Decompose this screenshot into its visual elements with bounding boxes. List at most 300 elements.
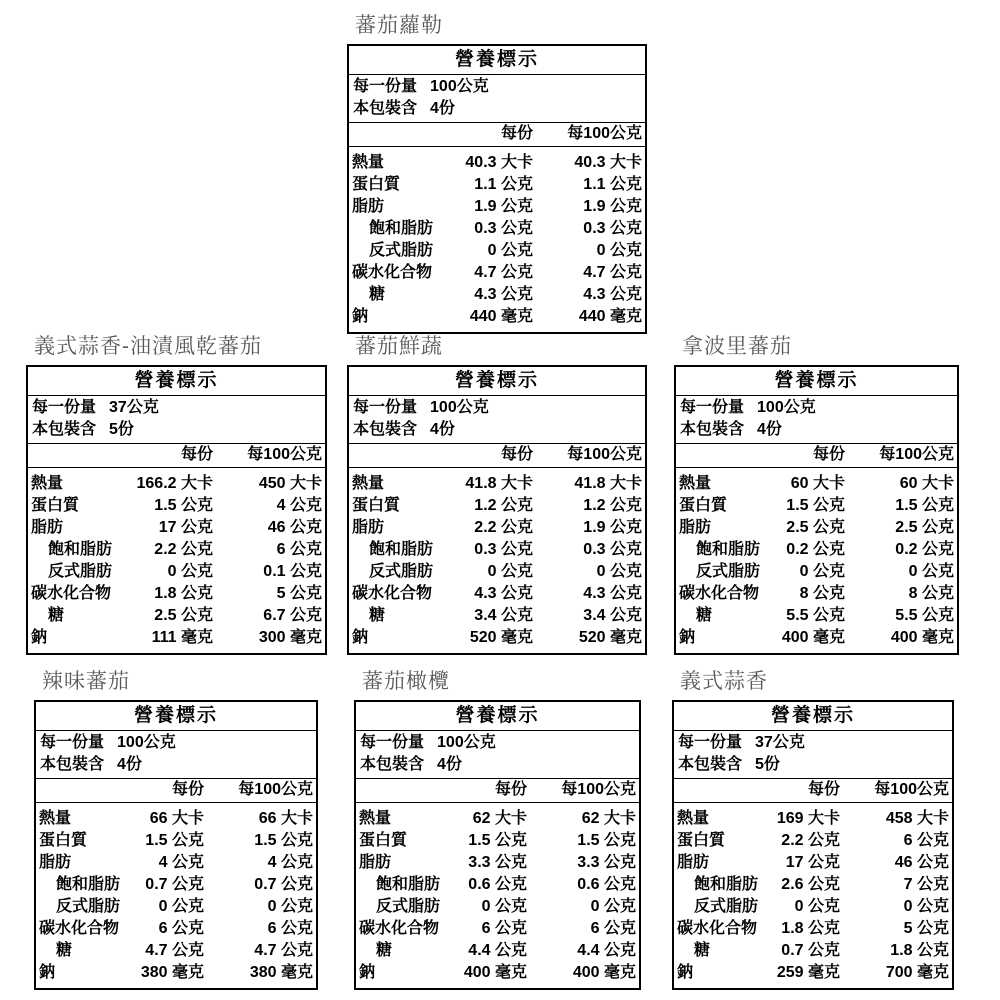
nutrient-name: 碳水化合物 (677, 920, 758, 937)
per-serving-value: 0 公克 (158, 898, 204, 915)
nutrient-name: 碳水化合物 (352, 585, 433, 602)
nutrient-row (674, 874, 952, 896)
nutrition-label-card (26, 336, 327, 655)
per-serving-value: 0.6 公克 (468, 876, 527, 893)
nutrient-row (36, 852, 316, 874)
nutrient-row (28, 627, 325, 649)
nutrient-name: 鈉 (679, 629, 696, 646)
product-title: 蕃茄鮮蔬 (355, 335, 443, 358)
col-per-serving-header: 每份 (500, 125, 533, 142)
nutrient-name: 碳水化合物 (352, 264, 433, 281)
per-100g-value: 3.3 公克 (577, 854, 636, 871)
per-serving-value: 17 公克 (158, 519, 213, 536)
column-header-spacer (356, 779, 446, 801)
nutrient-row (674, 962, 952, 984)
per-100g-value: 6 公克 (903, 832, 949, 849)
column-header-row (36, 779, 316, 803)
nutrient-name: 反式脂肪 (376, 898, 441, 915)
nutrition-label-card (674, 336, 959, 655)
nutrient-name: 碳水化合物 (39, 920, 120, 937)
per-serving-value: 2.5 公克 (786, 519, 845, 536)
per-serving-value: 2.2 公克 (781, 832, 840, 849)
product-title: 義式蒜香 (680, 670, 768, 693)
per-100g-value: 4.4 公克 (577, 942, 636, 959)
per-serving-value: 62 大卡 (472, 810, 527, 827)
per-100g-value: 6 公克 (267, 920, 313, 937)
serving-size-label: 每一份量 (40, 734, 105, 751)
nutrient-rows (36, 803, 316, 988)
nutrient-name: 飽和脂肪 (369, 541, 434, 558)
nutrient-rows (349, 147, 645, 332)
per-100g-value: 4.7 公克 (254, 942, 313, 959)
per-serving-value: 1.1 公克 (474, 176, 533, 193)
nutrient-name: 鈉 (31, 629, 48, 646)
per-serving-value: 1.5 公克 (154, 497, 213, 514)
nutrient-name: 脂肪 (352, 198, 385, 215)
col-per-serving-header: 每份 (807, 781, 840, 798)
nutrition-table (347, 365, 647, 655)
column-header-row (349, 444, 645, 468)
per-serving-value: 6 公克 (158, 920, 204, 937)
per-100g-value: 450 大卡 (258, 475, 322, 492)
column-header-spacer (349, 123, 439, 145)
package-count-row (32, 419, 321, 441)
nutrient-name: 飽和脂肪 (56, 876, 121, 893)
per-serving-value: 400 毫克 (463, 964, 527, 981)
per-serving-value: 40.3 大卡 (465, 154, 533, 171)
nutrient-row (28, 495, 325, 517)
package-count-label: 本包裝含 (678, 756, 743, 773)
per-100g-value: 5.5 公克 (895, 607, 954, 624)
nutrient-name: 脂肪 (677, 854, 710, 871)
per-100g-value: 520 毫克 (578, 629, 642, 646)
column-header-row (28, 444, 325, 468)
nutrient-name: 碳水化合物 (679, 585, 760, 602)
per-100g-value: 62 大卡 (581, 810, 636, 827)
per-serving-value: 3.3 公克 (468, 854, 527, 871)
nutrient-name: 反式脂肪 (48, 563, 113, 580)
nutrient-name: 脂肪 (39, 854, 72, 871)
nutrient-name: 蛋白質 (39, 832, 88, 849)
nutrient-rows (676, 468, 957, 653)
col-per-100g-header: 每100公克 (879, 446, 954, 463)
nutrition-label-card (354, 671, 641, 990)
per-serving-value: 1.9 公克 (474, 198, 533, 215)
nutrient-name: 糖 (376, 942, 393, 959)
per-100g-value: 440 毫克 (578, 308, 642, 325)
nutrient-row (349, 539, 645, 561)
per-serving-value: 0 公克 (799, 563, 845, 580)
nutrient-row (674, 852, 952, 874)
serving-size-label: 每一份量 (680, 399, 745, 416)
serving-size-row (32, 397, 321, 419)
nutrient-row (349, 627, 645, 649)
serving-size-row (40, 732, 312, 754)
package-count-label: 本包裝含 (680, 421, 745, 438)
col-per-100g-header: 每100公克 (247, 446, 322, 463)
nutrient-name: 反式脂肪 (369, 242, 434, 259)
serving-info (676, 396, 957, 444)
nutrient-row (349, 174, 645, 196)
col-per-100g-header: 每100公克 (567, 446, 642, 463)
table-header: 營養標示 (349, 46, 645, 75)
per-100g-value: 1.5 公克 (254, 832, 313, 849)
package-count-value: 5份 (755, 756, 780, 773)
per-serving-value: 4.3 公克 (474, 585, 533, 602)
package-count-label: 本包裝含 (360, 756, 425, 773)
nutrient-name: 鈉 (39, 964, 56, 981)
nutrient-row (349, 605, 645, 627)
serving-size-value: 100公克 (430, 78, 489, 95)
nutrient-name: 飽和脂肪 (48, 541, 113, 558)
column-header-spacer (36, 779, 126, 801)
nutrient-row (36, 808, 316, 830)
nutrient-name: 熱量 (677, 810, 710, 827)
nutrient-row (28, 605, 325, 627)
per-100g-value: 46 公克 (267, 519, 322, 536)
nutrient-name: 蛋白質 (679, 497, 728, 514)
per-serving-value: 520 毫克 (469, 629, 533, 646)
nutrient-name: 蛋白質 (352, 497, 401, 514)
nutrient-row (28, 517, 325, 539)
nutrient-row (36, 874, 316, 896)
package-count-value: 4份 (430, 100, 455, 117)
nutrient-name: 脂肪 (679, 519, 712, 536)
per-100g-value: 4 公克 (267, 854, 313, 871)
nutrient-row (36, 918, 316, 940)
per-serving-value: 380 毫克 (140, 964, 204, 981)
nutrient-row (676, 583, 957, 605)
col-per-serving-header: 每份 (812, 446, 845, 463)
nutrient-name: 反式脂肪 (694, 898, 759, 915)
nutrient-row (676, 495, 957, 517)
serving-size-value: 100公克 (117, 734, 176, 751)
per-100g-value: 0.6 公克 (577, 876, 636, 893)
per-serving-value: 0.2 公克 (786, 541, 845, 558)
column-header-spacer (349, 444, 439, 466)
nutrient-name: 反式脂肪 (56, 898, 121, 915)
per-100g-value: 6.7 公克 (263, 607, 322, 624)
nutrient-row (356, 874, 639, 896)
per-serving-value: 0.3 公克 (474, 541, 533, 558)
per-100g-value: 4.3 公克 (583, 286, 642, 303)
nutrient-name: 糖 (56, 942, 73, 959)
serving-size-row (360, 732, 635, 754)
per-100g-value: 0 公克 (908, 563, 954, 580)
nutrient-row (356, 940, 639, 962)
serving-size-label: 每一份量 (353, 78, 418, 95)
nutrient-row (356, 852, 639, 874)
nutrient-row (356, 896, 639, 918)
col-per-serving-header: 每份 (494, 781, 527, 798)
nutrient-name: 熱量 (359, 810, 392, 827)
per-100g-value: 4.3 公克 (583, 585, 642, 602)
per-serving-value: 440 毫克 (469, 308, 533, 325)
nutrient-row (36, 830, 316, 852)
package-count-row (360, 754, 635, 776)
per-serving-value: 4.7 公克 (474, 264, 533, 281)
nutrient-name: 熱量 (352, 475, 385, 492)
nutrient-row (674, 940, 952, 962)
nutrient-name: 飽和脂肪 (369, 220, 434, 237)
serving-size-row (678, 732, 948, 754)
nutrient-row (674, 896, 952, 918)
per-100g-value: 1.1 公克 (583, 176, 642, 193)
nutrient-name: 蛋白質 (352, 176, 401, 193)
col-per-serving-header: 每份 (180, 446, 213, 463)
serving-size-label: 每一份量 (678, 734, 743, 751)
serving-size-label: 每一份量 (360, 734, 425, 751)
per-serving-value: 1.5 公克 (468, 832, 527, 849)
nutrition-table (347, 44, 647, 334)
package-count-label: 本包裝含 (353, 100, 418, 117)
per-serving-value: 169 大卡 (776, 810, 840, 827)
package-count-label: 本包裝含 (40, 756, 105, 773)
per-serving-value: 0 公克 (167, 563, 213, 580)
nutrient-name: 鈉 (352, 308, 369, 325)
nutrient-rows (28, 468, 325, 653)
per-100g-value: 0 公克 (596, 563, 642, 580)
per-serving-value: 400 毫克 (781, 629, 845, 646)
col-per-100g-header: 每100公克 (567, 125, 642, 142)
per-serving-value: 66 大卡 (149, 810, 204, 827)
table-header: 營養標示 (36, 702, 316, 731)
product-title: 蕃茄蘿勒 (355, 14, 443, 37)
per-serving-value: 2.5 公克 (154, 607, 213, 624)
package-count-row (678, 754, 948, 776)
nutrient-row (349, 306, 645, 328)
per-serving-value: 60 大卡 (790, 475, 845, 492)
nutrient-name: 糖 (369, 607, 386, 624)
nutrient-row (676, 539, 957, 561)
nutrition-table (674, 365, 959, 655)
per-100g-value: 46 公克 (894, 854, 949, 871)
nutrient-row (356, 918, 639, 940)
nutrient-row (356, 830, 639, 852)
per-serving-value: 111 毫克 (151, 629, 213, 646)
table-header: 營養標示 (28, 367, 325, 396)
serving-info (36, 731, 316, 779)
per-100g-value: 0.3 公克 (583, 220, 642, 237)
nutrient-name: 蛋白質 (31, 497, 80, 514)
package-count-value: 4份 (757, 421, 782, 438)
per-serving-value: 1.5 公克 (786, 497, 845, 514)
package-count-row (353, 98, 641, 120)
serving-size-label: 每一份量 (32, 399, 97, 416)
per-100g-value: 0.2 公克 (895, 541, 954, 558)
product-title: 義式蒜香-油漬風乾蕃茄 (34, 335, 262, 358)
per-100g-value: 6 公克 (590, 920, 636, 937)
table-header: 營養標示 (674, 702, 952, 731)
nutrient-name: 碳水化合物 (31, 585, 112, 602)
per-100g-value: 700 毫克 (885, 964, 949, 981)
per-serving-value: 1.8 公克 (154, 585, 213, 602)
nutrient-name: 飽和脂肪 (696, 541, 761, 558)
package-count-label: 本包裝含 (32, 421, 97, 438)
nutrient-row (676, 517, 957, 539)
nutrient-row (36, 940, 316, 962)
per-100g-value: 0.1 公克 (263, 563, 322, 580)
nutrient-row (36, 962, 316, 984)
per-100g-value: 0 公克 (596, 242, 642, 259)
per-100g-value: 400 毫克 (572, 964, 636, 981)
serving-info (674, 731, 952, 779)
nutrient-name: 飽和脂肪 (376, 876, 441, 893)
serving-size-row (353, 397, 641, 419)
per-100g-value: 1.5 公克 (577, 832, 636, 849)
per-100g-value: 400 毫克 (890, 629, 954, 646)
nutrient-rows (349, 468, 645, 653)
per-serving-value: 41.8 大卡 (465, 475, 533, 492)
per-serving-value: 3.4 公克 (474, 607, 533, 624)
per-serving-value: 1.2 公克 (474, 497, 533, 514)
package-count-row (40, 754, 312, 776)
per-100g-value: 1.9 公克 (583, 519, 642, 536)
per-100g-value: 1.8 公克 (890, 942, 949, 959)
nutrient-row (349, 583, 645, 605)
package-count-value: 4份 (430, 421, 455, 438)
serving-size-value: 100公克 (430, 399, 489, 416)
nutrition-label-card (34, 671, 318, 990)
serving-size-row (353, 76, 641, 98)
serving-info (28, 396, 325, 444)
nutrient-name: 糖 (696, 607, 713, 624)
column-header-spacer (28, 444, 118, 466)
serving-info (349, 75, 645, 123)
nutrient-name: 飽和脂肪 (694, 876, 759, 893)
per-100g-value: 458 大卡 (885, 810, 949, 827)
nutrient-row (349, 262, 645, 284)
per-serving-value: 0 公克 (487, 563, 533, 580)
nutrient-row (349, 517, 645, 539)
package-count-value: 4份 (117, 756, 142, 773)
nutrient-name: 糖 (694, 942, 711, 959)
per-serving-value: 0.7 公克 (781, 942, 840, 959)
per-serving-value: 0 公克 (487, 242, 533, 259)
column-header-row (674, 779, 952, 803)
table-header: 營養標示 (676, 367, 957, 396)
nutrient-name: 反式脂肪 (696, 563, 761, 580)
serving-info (349, 396, 645, 444)
per-100g-value: 5 公克 (276, 585, 322, 602)
package-count-row (353, 419, 641, 441)
col-per-100g-header: 每100公克 (238, 781, 313, 798)
per-serving-value: 1.5 公克 (145, 832, 204, 849)
column-header-spacer (676, 444, 766, 466)
package-count-label: 本包裝含 (353, 421, 418, 438)
nutrient-row (349, 473, 645, 495)
per-serving-value: 8 公克 (799, 585, 845, 602)
nutrient-name: 鈉 (359, 964, 376, 981)
serving-size-label: 每一份量 (353, 399, 418, 416)
nutrient-name: 鈉 (677, 964, 694, 981)
per-serving-value: 4.3 公克 (474, 286, 533, 303)
per-serving-value: 0 公克 (481, 898, 527, 915)
package-count-row (680, 419, 953, 441)
nutrient-row (349, 196, 645, 218)
nutrient-name: 脂肪 (359, 854, 392, 871)
nutrient-name: 碳水化合物 (359, 920, 440, 937)
column-header-row (676, 444, 957, 468)
nutrient-row (349, 152, 645, 174)
nutrient-name: 蛋白質 (359, 832, 408, 849)
per-serving-value: 2.2 公克 (474, 519, 533, 536)
nutrient-row (349, 495, 645, 517)
per-100g-value: 5 公克 (903, 920, 949, 937)
per-100g-value: 1.9 公克 (583, 198, 642, 215)
per-100g-value: 66 大卡 (258, 810, 313, 827)
nutrient-row (674, 808, 952, 830)
per-100g-value: 40.3 大卡 (574, 154, 642, 171)
nutrient-row (356, 962, 639, 984)
per-100g-value: 4 公克 (276, 497, 322, 514)
col-per-serving-header: 每份 (500, 446, 533, 463)
serving-size-value: 37公克 (755, 734, 805, 751)
package-count-value: 5份 (109, 421, 134, 438)
per-100g-value: 0.7 公克 (254, 876, 313, 893)
nutrient-name: 熱量 (679, 475, 712, 492)
per-serving-value: 2.6 公克 (781, 876, 840, 893)
per-100g-value: 380 毫克 (249, 964, 313, 981)
nutrient-name: 熱量 (352, 154, 385, 171)
col-per-100g-header: 每100公克 (874, 781, 949, 798)
nutrition-label-card (347, 15, 647, 334)
per-serving-value: 1.8 公克 (781, 920, 840, 937)
per-serving-value: 5.5 公克 (786, 607, 845, 624)
serving-info (356, 731, 639, 779)
nutrient-name: 熱量 (39, 810, 72, 827)
nutrient-row (28, 539, 325, 561)
nutrient-row (28, 473, 325, 495)
per-serving-value: 4 公克 (158, 854, 204, 871)
per-100g-value: 0 公克 (590, 898, 636, 915)
serving-size-value: 37公克 (109, 399, 159, 416)
per-100g-value: 0 公克 (267, 898, 313, 915)
product-title: 蕃茄橄欖 (362, 670, 450, 693)
serving-size-value: 100公克 (437, 734, 496, 751)
nutrient-row (674, 830, 952, 852)
nutrient-row (36, 896, 316, 918)
nutrient-name: 鈉 (352, 629, 369, 646)
per-serving-value: 0.7 公克 (145, 876, 204, 893)
nutrient-row (28, 561, 325, 583)
table-header: 營養標示 (349, 367, 645, 396)
nutrient-row (674, 918, 952, 940)
per-serving-value: 4.7 公克 (145, 942, 204, 959)
col-per-serving-header: 每份 (171, 781, 204, 798)
per-100g-value: 2.5 公克 (895, 519, 954, 536)
nutrition-label-card (347, 336, 647, 655)
per-100g-value: 1.5 公克 (895, 497, 954, 514)
package-count-value: 4份 (437, 756, 462, 773)
column-header-row (349, 123, 645, 147)
per-serving-value: 259 毫克 (776, 964, 840, 981)
nutrient-row (28, 583, 325, 605)
serving-size-value: 100公克 (757, 399, 816, 416)
nutrient-row (676, 473, 957, 495)
nutrition-table (34, 700, 318, 990)
nutrient-row (676, 561, 957, 583)
nutrient-row (349, 240, 645, 262)
per-serving-value: 17 公克 (785, 854, 840, 871)
per-serving-value: 6 公克 (481, 920, 527, 937)
per-serving-value: 0 公克 (794, 898, 840, 915)
product-title: 辣味蕃茄 (42, 670, 130, 693)
per-100g-value: 41.8 大卡 (574, 475, 642, 492)
per-100g-value: 7 公克 (903, 876, 949, 893)
nutrient-row (349, 561, 645, 583)
column-header-row (356, 779, 639, 803)
